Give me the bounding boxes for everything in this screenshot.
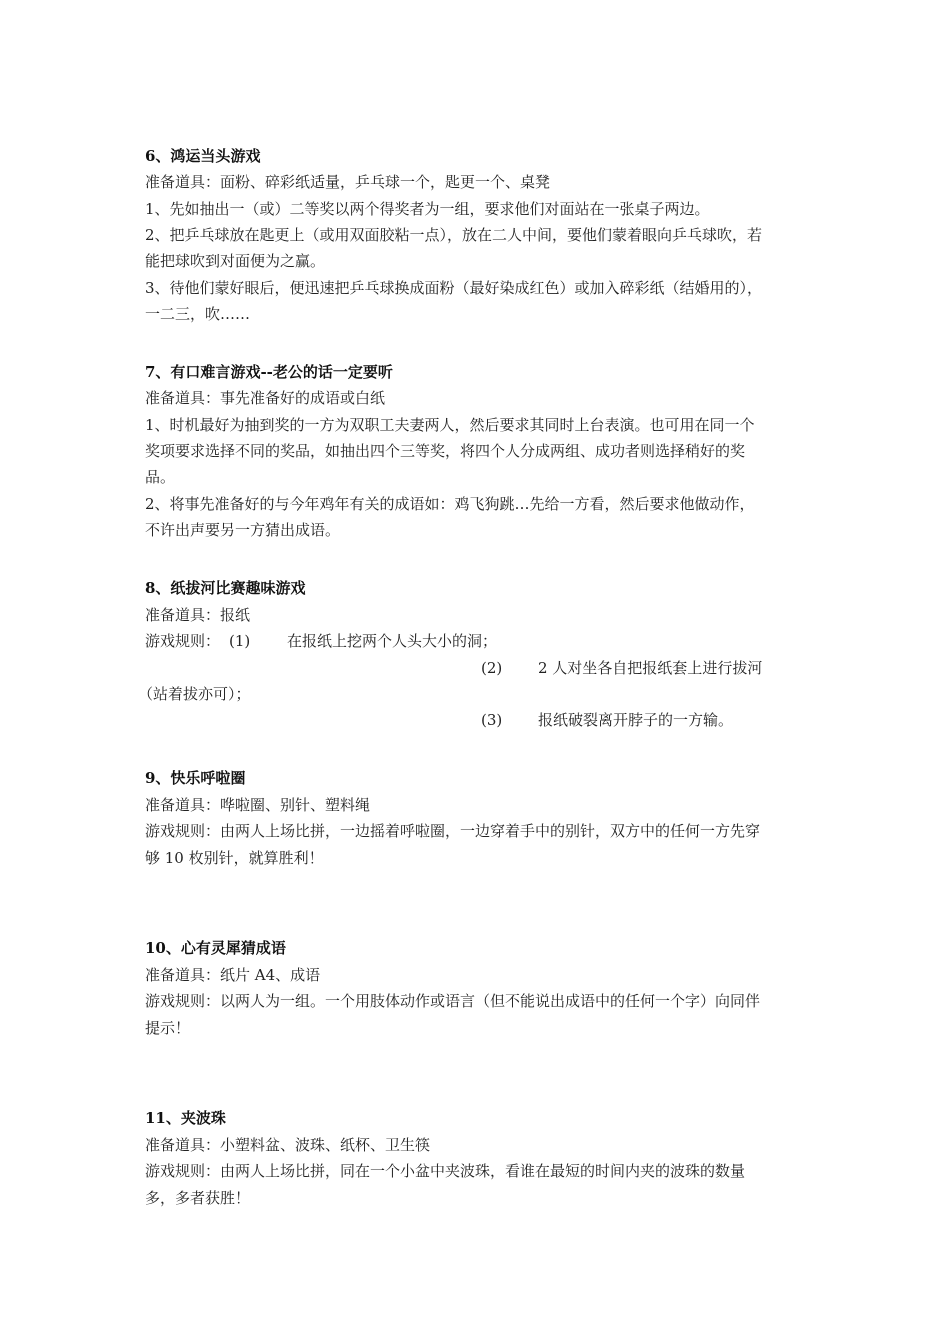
section-10-rules-cont: 提示！ bbox=[145, 1019, 191, 1037]
section-11-props: 准备道具：小塑料盆、波珠、纸杯、卫生筷 bbox=[145, 1136, 431, 1154]
section-8-props: 准备道具：报纸 bbox=[145, 606, 251, 624]
section-6-step-2-cont: 能把球吹到对面便为之赢。 bbox=[145, 252, 326, 270]
section-6-step-1: 1、先如抽出一（或）二等奖以两个得奖者为一组，要求他们对面站在一张桌子两边。 bbox=[145, 200, 710, 218]
section-7-step-2-cont: 不许出声要另一方猜出成语。 bbox=[145, 521, 341, 539]
section-9-props: 准备道具：哗啦圈、别针、塑料绳 bbox=[145, 796, 371, 814]
section-6-title: 6、鸿运当头游戏 bbox=[145, 147, 261, 165]
section-11-rules-cont: 多，多者获胜！ bbox=[145, 1189, 251, 1207]
section-9-title: 9、快乐呼啦圈 bbox=[145, 769, 246, 787]
section-10-rules: 游戏规则：以两人为一组。一个用肢体动作或语言（但不能说出成语中的任何一个字）向同伴 bbox=[145, 992, 761, 1010]
rule-1-number: (1) bbox=[229, 632, 251, 650]
rule-1-text: 在报纸上挖两个人头大小的洞； bbox=[287, 632, 498, 650]
section-6-props: 准备道具：面粉、碎彩纸适量，乒乓球一个，匙更一个、桌凳 bbox=[145, 173, 551, 191]
rule-3-number: (3) bbox=[481, 711, 503, 729]
rule-2-text: 2 人对坐各自把报纸套上进行拔河 bbox=[538, 659, 763, 677]
section-6-step-2: 2、把乒乓球放在匙更上（或用双面胶粘一点），放在二人中间，要他们蒙着眼向乒乓球吹，若 bbox=[145, 226, 763, 244]
section-8-title: 8、纸拔河比赛趣味游戏 bbox=[145, 579, 306, 597]
rule-3-text: 报纸破裂离开脖子的一方输。 bbox=[538, 711, 734, 729]
section-7-step-1-cont: 奖项要求选择不同的奖品，如抽出四个三等奖，将四个人分成两组、成功者则选择稍好的奖 bbox=[145, 442, 746, 460]
section-7-step-1: 1、时机最好为抽到奖的一方为双职工夫妻两人，然后要求其同时上台表演。也可用在同一个 bbox=[145, 416, 755, 434]
section-7-props: 准备道具：事先准备好的成语或白纸 bbox=[145, 389, 386, 407]
section-8-rules-label: 游戏规则： bbox=[145, 632, 221, 650]
section-9-rules: 游戏规则：由两人上场比拼，一边摇着呼啦圈，一边穿着手中的别针，双方中的任何一方先穿 bbox=[145, 822, 761, 840]
section-10-title: 10、心有灵犀猜成语 bbox=[145, 939, 286, 957]
section-10-props: 准备道具：纸片 A4、成语 bbox=[145, 966, 321, 984]
section-7-title: 7、有口难言游戏--老公的话一定要听 bbox=[145, 363, 393, 381]
section-9-rules-cont: 够 10 枚别针，就算胜利！ bbox=[145, 849, 324, 867]
section-6-step-3-cont: 一二三，吹…… bbox=[145, 305, 251, 323]
rule-2-text-cont: （站着拔亦可）； bbox=[138, 685, 251, 703]
section-6-step-3: 3、待他们蒙好眼后，便迅速把乒乓球换成面粉（最好染成红色）或加入碎彩纸（结婚用的）， bbox=[145, 279, 763, 297]
section-11-rules: 游戏规则：由两人上场比拼，同在一个小盆中夹波珠，看谁在最短的时间内夹的波珠的数量 bbox=[145, 1162, 746, 1180]
rule-2-number: (2) bbox=[481, 659, 503, 677]
section-7-step-2: 2、将事先准备好的与今年鸡年有关的成语如：鸡飞狗跳…先给一方看，然后要求他做动作， bbox=[145, 495, 755, 513]
section-11-title: 11、夹波珠 bbox=[145, 1109, 226, 1127]
section-7-step-1-end: 品。 bbox=[145, 468, 176, 486]
